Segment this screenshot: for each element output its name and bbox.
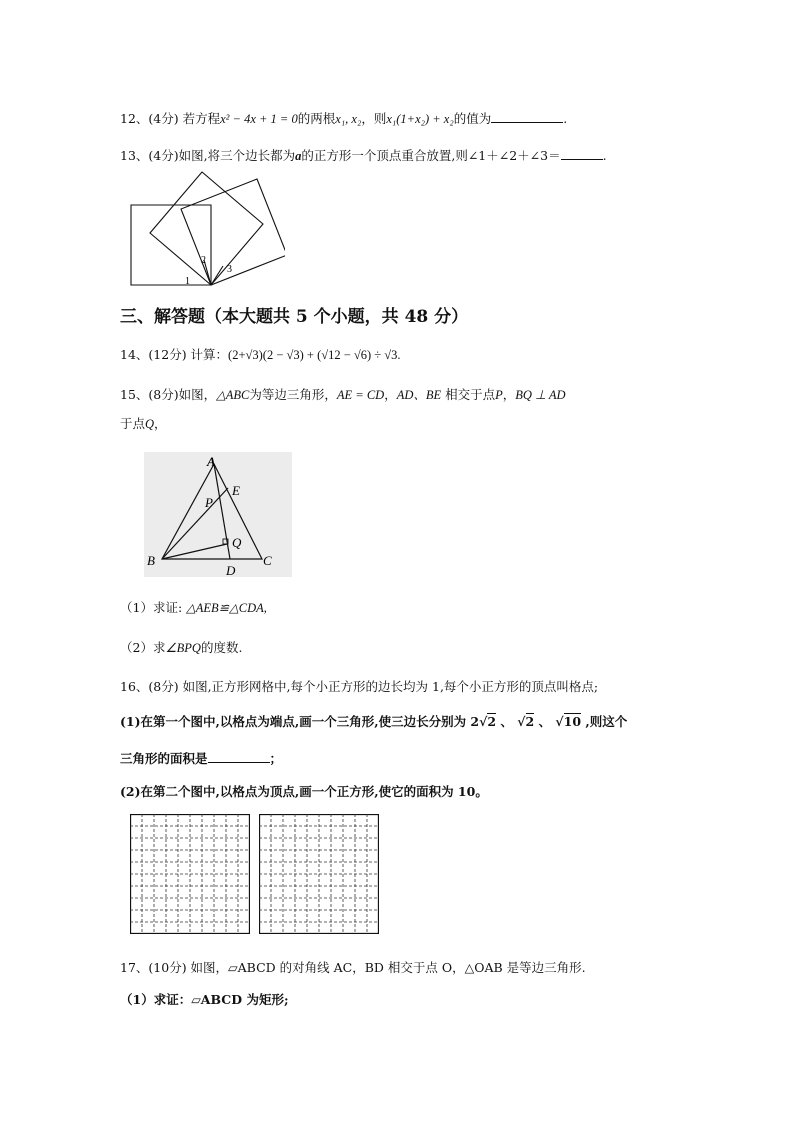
question-15-part2	[120, 638, 242, 656]
q14-prefix: 14、(12分) 计算：	[120, 347, 229, 362]
grid-figure-1[interactable]	[130, 814, 250, 934]
q15-sep1: ，	[384, 387, 397, 402]
q15-line2-end: ，	[154, 416, 167, 431]
q16-radicand-2: 2	[525, 714, 535, 729]
q12-sep: ，则	[361, 111, 387, 126]
q12-expression: x₁(1+x₂) + x₂	[386, 112, 454, 126]
question-16-line2	[120, 712, 627, 730]
q12-suffix: 的值为	[453, 111, 492, 126]
q16-radicand-1: 2	[487, 714, 497, 729]
grid-figure-2[interactable]	[259, 814, 379, 934]
q14-expression: (2+√3)(2 − √3) + (√12 − √6) ÷ √3.	[228, 348, 401, 362]
sqrt-icon: √	[517, 714, 526, 729]
label-p: P	[205, 495, 213, 510]
label-a: A	[207, 454, 216, 469]
q15-lines: AD、BE	[396, 388, 442, 402]
q15-part2-prefix: （2）求	[120, 640, 166, 655]
q16-line3-suffix: ；	[269, 751, 283, 766]
q16-sep-b: 、	[534, 714, 556, 729]
q12-mid: 的两根	[297, 111, 336, 126]
angle-label-1: 1	[185, 276, 190, 287]
q15-point-p: P	[495, 388, 503, 402]
q15-sep2: ，	[502, 387, 516, 402]
label-q: Q	[232, 535, 242, 550]
square-3	[181, 179, 285, 285]
label-d: D	[226, 563, 236, 577]
q12-prefix: 12、(4分) 若方程	[120, 111, 221, 126]
q13-answer-blank[interactable]	[561, 147, 603, 160]
q15-triangle: △ABC	[216, 388, 250, 402]
q12-answer-blank[interactable]	[491, 110, 563, 123]
question-12	[120, 109, 567, 127]
q15-mid2: 相交于点	[441, 387, 496, 402]
sqrt-icon: √	[555, 714, 564, 729]
question-17-line1: 17、(10分) 如图，▱ABCD 的对角线 AC，BD 相交于点 O，△OAB 是等边三角形.	[120, 960, 586, 975]
question-16-line3	[120, 749, 282, 767]
label-e: E	[232, 483, 240, 498]
q15-perp: BQ ⊥ AD	[515, 388, 566, 402]
q12-equation: x² − 4x + 1 = 0	[220, 112, 298, 126]
label-c: C	[263, 553, 272, 568]
label-b: B	[147, 553, 155, 568]
section-heading: 三、解答题（本大题共 5 个小题，共 48 分）	[120, 307, 469, 327]
q16-line3-prefix: 三角形的面积是	[120, 751, 208, 766]
q15-line2-prefix: 于点	[120, 416, 146, 431]
q15-part2-suffix: 的度数.	[200, 640, 243, 655]
q15-mid: 为等边三角形，	[249, 387, 337, 402]
q15-part2-expr: ∠BPQ	[165, 641, 201, 655]
q15-figure-triangle	[144, 452, 292, 577]
q15-part1-prefix: （1）求证:	[120, 600, 187, 615]
question-15-line1	[120, 385, 566, 403]
angle-label-2: 2	[201, 255, 206, 266]
q12-roots: x₁, x₂	[335, 112, 362, 126]
question-16-line4: (2)在第二个图中,以格点为顶点,画一个正方形,使它的面积为 10。	[120, 784, 488, 799]
question-17-line2: （1）求证：▱ABCD 为矩形;	[120, 992, 289, 1007]
sqrt-icon: √	[479, 714, 488, 729]
q16-answer-blank[interactable]	[208, 750, 270, 763]
q13-end: .	[602, 148, 607, 163]
angle-label-3: 3	[227, 264, 232, 275]
question-16-line1: 16、(8分) 如图,正方形网格中,每个小正方形的边长均为 1,每个小正方形的顶点叫格点;	[120, 679, 599, 694]
question-15-line2	[120, 414, 167, 432]
q13-text: 13、(4分)如图,将三个边长都为	[120, 148, 296, 163]
q16-sep-a: 、	[496, 714, 518, 729]
q13-figure-three-squares	[125, 168, 285, 290]
q13-text2: 的正方形一个顶点重合放置,则∠1＋∠2＋∠3＝	[301, 148, 561, 163]
question-14	[120, 345, 401, 363]
question-13	[120, 146, 607, 164]
q12-end: .	[563, 111, 568, 126]
q15-part1-expr: △AEB≌△CDA,	[186, 601, 267, 615]
q16-radicand-3: 10	[563, 714, 582, 729]
q15-prefix: 15、(8分)如图，	[120, 387, 217, 402]
q15-eq: AE = CD	[336, 388, 385, 402]
q15-point-q: Q	[145, 417, 155, 431]
q16-line2-prefix: (1)在第一个图中,以格点为端点,画一个三角形,使三边长分别为 2	[120, 714, 480, 729]
q16-line2-suffix: ,则这个	[581, 714, 628, 729]
square-1	[131, 205, 211, 285]
question-15-part1	[120, 598, 267, 616]
q13-var: a	[295, 149, 302, 163]
